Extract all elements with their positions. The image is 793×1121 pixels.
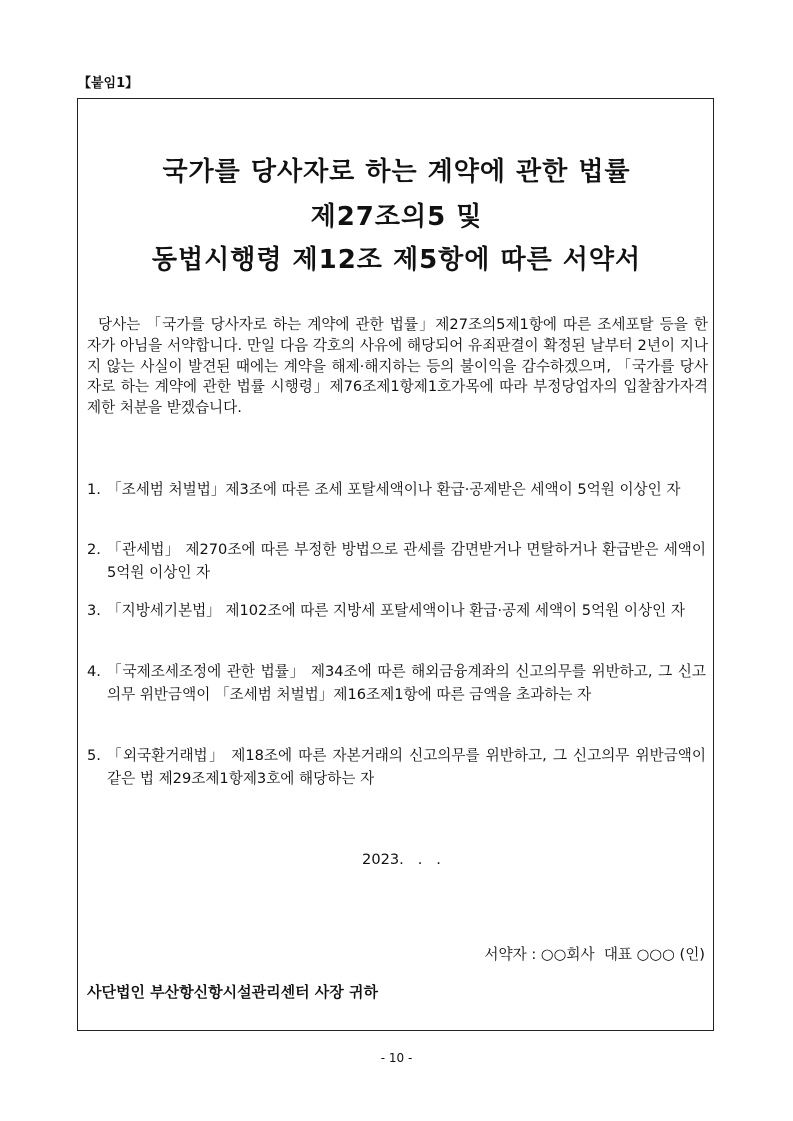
pledge-item-text: 「관세법」 제270조에 따른 부정한 방법으로 관세를 감면받거나 면탈하거나 환급받은 세액이 5억원 이상인 자 xyxy=(107,541,706,581)
pledge-frame xyxy=(77,98,714,1031)
document-title-line-3: 동법시행령 제12조 제5항에 따른 서약서 xyxy=(151,245,642,275)
pledge-item-number: 4. xyxy=(87,663,101,680)
pledge-item-number: 3. xyxy=(87,602,101,619)
pledge-item-4 xyxy=(87,661,708,706)
pledge-item-1 xyxy=(87,479,708,502)
pledge-item-text: 「외국환거래법」 제18조에 따른 자본거래의 신고의무를 위반하고, 그 신고의무 위반금액이 같은 법 제29조제1항제3호에 해당하는 자 xyxy=(107,747,706,787)
pledge-item-number: 2. xyxy=(87,541,101,558)
signer-line: 서약자 : ○○회사 대표 ○○○ (인) xyxy=(484,946,705,963)
document-title-line-1: 국가를 당사자로 하는 계약에 관한 법률 xyxy=(162,157,631,187)
pledge-item-3 xyxy=(87,600,708,623)
document-title-line-2: 제27조의5 및 xyxy=(310,202,483,232)
pledge-item-number: 5. xyxy=(87,747,101,764)
pledge-item-text: 「지방세기본법」 제102조에 따른 지방세 포탈세액이나 환급·공제 세액이 5억원 이상인 자 xyxy=(107,602,685,619)
pledge-item-5 xyxy=(87,745,708,790)
addressee: 사단법인 부산항신항시설관리센터 사장 귀하 xyxy=(87,983,378,1001)
pledge-item-text: 「조세범 처벌법」제3조에 따른 조세 포탈세액이나 환급·공제받은 세액이 5억원 이상인 자 xyxy=(107,481,681,498)
pledge-item-2 xyxy=(87,539,708,584)
pledge-date: 2023. . . xyxy=(362,851,441,868)
page-number: - 10 - xyxy=(380,1051,413,1065)
pledge-item-text: 「국제조세조정에 관한 법률」 제34조에 따른 해외금융계좌의 신고의무를 위반하고, 그 신고의무 위반금액이 「조세범 처벌법」제16조제1항에 따른 금액을 초과하는 자 xyxy=(107,663,706,703)
attachment-label: 【붙임1】 xyxy=(78,76,139,91)
pledge-intro-paragraph: 당사는 「국가를 당사자로 하는 계약에 관한 법률」제27조의5제1항에 따른 조세포탈 등을 한 자가 아님을 서약합니다. 만일 다음 각호의 사유에 해당되어 유죄판결이 확정된 날부터 2년이 지나지 않는 사실이 발견된 때에는 계약을 해제·해지하는 등의 불이익을 감수하겠으며, 「국가를 당사자로 하는 계약에 관한 법률 시행령」제76조제1항제1호가목에 따라 부정당업자의 입찰참가자격제한 처분을 받겠습니다. xyxy=(87,316,708,417)
pledge-item-number: 1. xyxy=(87,481,101,498)
